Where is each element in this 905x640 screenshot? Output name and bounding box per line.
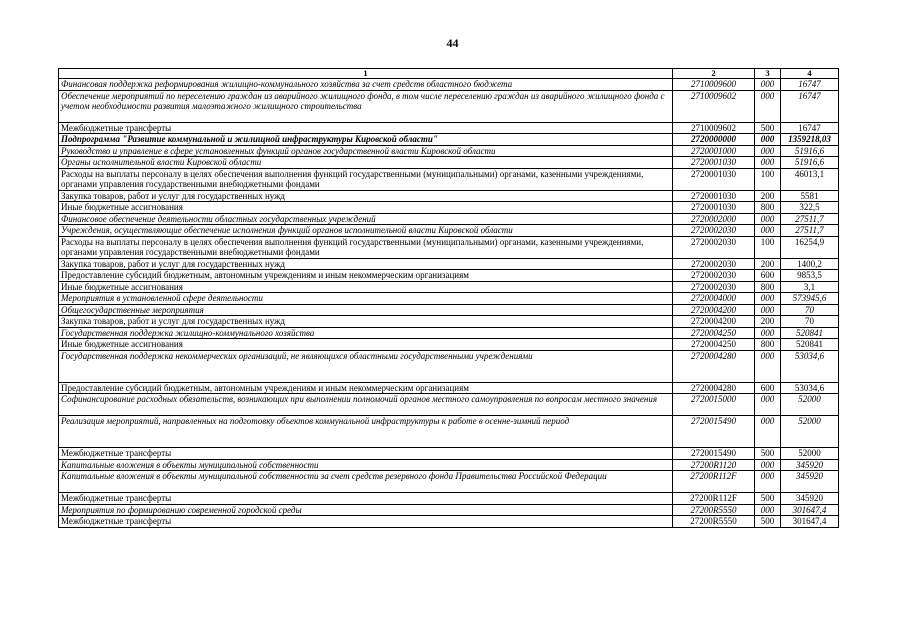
row-name-cell: Мероприятия по формированию современной городской среды (59, 504, 673, 516)
row-type-cell: 500 (755, 122, 781, 134)
row-amount-cell: 301647,4 (781, 516, 839, 528)
row-name-cell: Финансовое обеспечение деятельности областных государственных учреждений (59, 213, 673, 225)
row-type-cell: 500 (755, 516, 781, 528)
row-name-cell: Органы исполнительной власти Кировской области (59, 157, 673, 169)
row-code-cell: 27200R112F (673, 471, 755, 493)
header-cell-type: 3 (755, 69, 781, 79)
row-type-cell: 000 (755, 459, 781, 471)
row-amount-cell: 51916,6 (781, 145, 839, 157)
row-code-cell: 27200R1120 (673, 459, 755, 471)
budget-table-body (59, 69, 839, 528)
row-amount-cell: 27511,7 (781, 225, 839, 237)
row-name-cell: Капитальные вложения в объекты муниципальной собственности за счет средств резервного фонда Правительства Российской Федерации (59, 471, 673, 493)
row-amount-cell: 16747 (781, 122, 839, 134)
row-amount-cell: 301647,4 (781, 504, 839, 516)
table-row (59, 202, 839, 214)
row-amount-cell: 5581 (781, 190, 839, 202)
row-type-cell: 200 (755, 258, 781, 270)
table-row (59, 258, 839, 270)
row-name-cell: Государственная поддержка жилищно-коммунального хозяйства (59, 327, 673, 339)
row-amount-cell: 16747 (781, 79, 839, 91)
row-name-cell: Межбюджетные трансферты (59, 493, 673, 505)
row-type-cell: 000 (755, 471, 781, 493)
table-row (59, 134, 839, 146)
row-code-cell: 2720002000 (673, 213, 755, 225)
row-type-cell: 800 (755, 281, 781, 293)
row-type-cell: 000 (755, 293, 781, 305)
table-header-row (59, 69, 839, 79)
table-row (59, 190, 839, 202)
row-name-cell: Обеспечение мероприятий по переселению граждан из аварийного жилищного фонда, в том числе переселению граждан из аварийного жилищного фонда с учетом необходимости развития малоэтажного жилищного строительства (59, 90, 673, 122)
table-row (59, 79, 839, 91)
table-row (59, 225, 839, 237)
row-type-cell: 000 (755, 504, 781, 516)
row-type-cell: 000 (755, 134, 781, 146)
row-amount-cell: 345920 (781, 493, 839, 505)
row-amount-cell: 3,1 (781, 281, 839, 293)
row-name-cell: Реализация мероприятий, направленных на подготовку объектов коммунальной инфраструктуры к работе в осенне-зимний период (59, 416, 673, 448)
row-code-cell: 2720001030 (673, 168, 755, 190)
row-amount-cell: 1400,2 (781, 258, 839, 270)
table-row (59, 168, 839, 190)
header-cell-amount: 4 (781, 69, 839, 79)
row-type-cell: 000 (755, 213, 781, 225)
row-code-cell: 2720004280 (673, 350, 755, 382)
row-code-cell: 2720004000 (673, 293, 755, 305)
row-name-cell: Финансовая поддержка реформирования жилищно-коммунального хозяйства за счет средств областного бюджета (59, 79, 673, 91)
row-amount-cell: 9853,5 (781, 270, 839, 282)
row-code-cell: 2720001030 (673, 202, 755, 214)
row-name-cell: Общегосударственные мероприятия (59, 304, 673, 316)
row-name-cell: Государственная поддержка некоммерческих организаций, не являющихся областными государственными учреждениями (59, 350, 673, 382)
row-name-cell: Предоставление субсидий бюджетным, автономным учреждениям и иным некоммерческим организациям (59, 270, 673, 282)
row-code-cell: 27200R5550 (673, 516, 755, 528)
table-row (59, 316, 839, 328)
row-code-cell: 2710009602 (673, 90, 755, 122)
row-code-cell: 2710009602 (673, 122, 755, 134)
table-row (59, 516, 839, 528)
table-row (59, 236, 839, 258)
row-name-cell: Предоставление субсидий бюджетным, автономным учреждениям и иным некоммерческим организациям (59, 382, 673, 394)
row-type-cell: 000 (755, 350, 781, 382)
table-row (59, 493, 839, 505)
table-row (59, 448, 839, 460)
row-code-cell: 2720002030 (673, 281, 755, 293)
row-amount-cell: 52000 (781, 448, 839, 460)
table-row (59, 459, 839, 471)
row-name-cell: Капитальные вложения в объекты муниципальной собственности (59, 459, 673, 471)
table-row (59, 90, 839, 122)
row-code-cell: 2720015490 (673, 416, 755, 448)
row-code-cell: 27200R5550 (673, 504, 755, 516)
row-type-cell: 000 (755, 416, 781, 448)
table-row (59, 394, 839, 416)
row-code-cell: 2720015000 (673, 394, 755, 416)
row-code-cell: 2720002030 (673, 236, 755, 258)
row-amount-cell: 51916,6 (781, 157, 839, 169)
table-row (59, 145, 839, 157)
row-type-cell: 000 (755, 394, 781, 416)
row-amount-cell: 16747 (781, 90, 839, 122)
row-code-cell: 2720002030 (673, 258, 755, 270)
row-name-cell: Закупка товаров, работ и услуг для государственных нужд (59, 258, 673, 270)
row-amount-cell: 52000 (781, 416, 839, 448)
row-type-cell: 500 (755, 448, 781, 460)
row-amount-cell: 345920 (781, 471, 839, 493)
row-type-cell: 100 (755, 168, 781, 190)
row-name-cell: Межбюджетные трансферты (59, 516, 673, 528)
row-code-cell: 2720004200 (673, 304, 755, 316)
row-code-cell: 2720004280 (673, 382, 755, 394)
row-name-cell: Закупка товаров, работ и услуг для государственных нужд (59, 316, 673, 328)
row-code-cell: 2720015490 (673, 448, 755, 460)
row-code-cell: 2720004200 (673, 316, 755, 328)
table-row (59, 339, 839, 351)
row-type-cell: 000 (755, 225, 781, 237)
table-row (59, 416, 839, 448)
row-amount-cell: 1359218,03 (781, 134, 839, 146)
row-amount-cell: 573945,6 (781, 293, 839, 305)
table-row (59, 293, 839, 305)
row-amount-cell: 53034,6 (781, 382, 839, 394)
header-cell-code: 2 (673, 69, 755, 79)
row-name-cell: Расходы на выплаты персоналу в целях обеспечения выполнения функций государственными (муниципальными) органами, казенными учреждениями, органами управления государственными внебюджетными фондами (59, 236, 673, 258)
table-row (59, 504, 839, 516)
page-number: 44 (446, 36, 459, 50)
row-amount-cell: 46013,1 (781, 168, 839, 190)
row-amount-cell: 70 (781, 304, 839, 316)
row-code-cell: 2720000000 (673, 134, 755, 146)
row-name-cell: Расходы на выплаты персоналу в целях обеспечения выполнения функций государственными (муниципальными) органами, казенными учреждениями, органами управления государственными внебюджетными фондами (59, 168, 673, 190)
row-amount-cell: 16254,9 (781, 236, 839, 258)
table-row (59, 350, 839, 382)
row-type-cell: 000 (755, 304, 781, 316)
row-name-cell: Иные бюджетные ассигнования (59, 281, 673, 293)
row-amount-cell: 520841 (781, 339, 839, 351)
table-row (59, 382, 839, 394)
table-row (59, 213, 839, 225)
row-name-cell: Подпрограмма "Развитие коммунальной и жилищной инфраструктуры Кировской области" (59, 134, 673, 146)
table-row (59, 122, 839, 134)
row-code-cell: 2720002030 (673, 270, 755, 282)
row-type-cell: 100 (755, 236, 781, 258)
row-type-cell: 000 (755, 90, 781, 122)
row-amount-cell: 520841 (781, 327, 839, 339)
row-name-cell: Закупка товаров, работ и услуг для государственных нужд (59, 190, 673, 202)
row-type-cell: 000 (755, 145, 781, 157)
row-name-cell: Иные бюджетные ассигнования (59, 339, 673, 351)
row-name-cell: Софинансирование расходных обязательств, возникающих при выполнении полномочий органов местного самоуправления по вопросам местного значения (59, 394, 673, 416)
budget-table (58, 68, 839, 528)
row-code-cell: 2710009600 (673, 79, 755, 91)
row-type-cell: 500 (755, 493, 781, 505)
header-cell-name: 1 (59, 69, 673, 79)
row-name-cell: Учреждения, осуществляющие обеспечение исполнения функций органов исполнительной власти Кировской области (59, 225, 673, 237)
row-code-cell: 2720004250 (673, 327, 755, 339)
row-type-cell: 600 (755, 270, 781, 282)
row-type-cell: 800 (755, 202, 781, 214)
row-code-cell: 2720004250 (673, 339, 755, 351)
row-amount-cell: 52000 (781, 394, 839, 416)
row-name-cell: Руководство и управление в сфере установленных функций органов государственной власти Кировской области (59, 145, 673, 157)
row-code-cell: 2720002030 (673, 225, 755, 237)
row-amount-cell: 345920 (781, 459, 839, 471)
row-amount-cell: 322,5 (781, 202, 839, 214)
table-row (59, 304, 839, 316)
row-name-cell: Межбюджетные трансферты (59, 448, 673, 460)
row-name-cell: Мероприятия в установленной сфере деятельности (59, 293, 673, 305)
row-type-cell: 600 (755, 382, 781, 394)
row-type-cell: 200 (755, 190, 781, 202)
row-name-cell: Иные бюджетные ассигнования (59, 202, 673, 214)
table-row (59, 270, 839, 282)
row-code-cell: 27200R112F (673, 493, 755, 505)
row-name-cell: Межбюджетные трансферты (59, 122, 673, 134)
row-type-cell: 000 (755, 327, 781, 339)
row-type-cell: 000 (755, 157, 781, 169)
table-row (59, 157, 839, 169)
row-code-cell: 2720001000 (673, 145, 755, 157)
table-row (59, 281, 839, 293)
row-amount-cell: 70 (781, 316, 839, 328)
row-type-cell: 200 (755, 316, 781, 328)
row-amount-cell: 27511,7 (781, 213, 839, 225)
table-row (59, 471, 839, 493)
row-type-cell: 800 (755, 339, 781, 351)
table-row (59, 327, 839, 339)
row-code-cell: 2720001030 (673, 190, 755, 202)
row-type-cell: 000 (755, 79, 781, 91)
row-amount-cell: 53034,6 (781, 350, 839, 382)
row-code-cell: 2720001030 (673, 157, 755, 169)
